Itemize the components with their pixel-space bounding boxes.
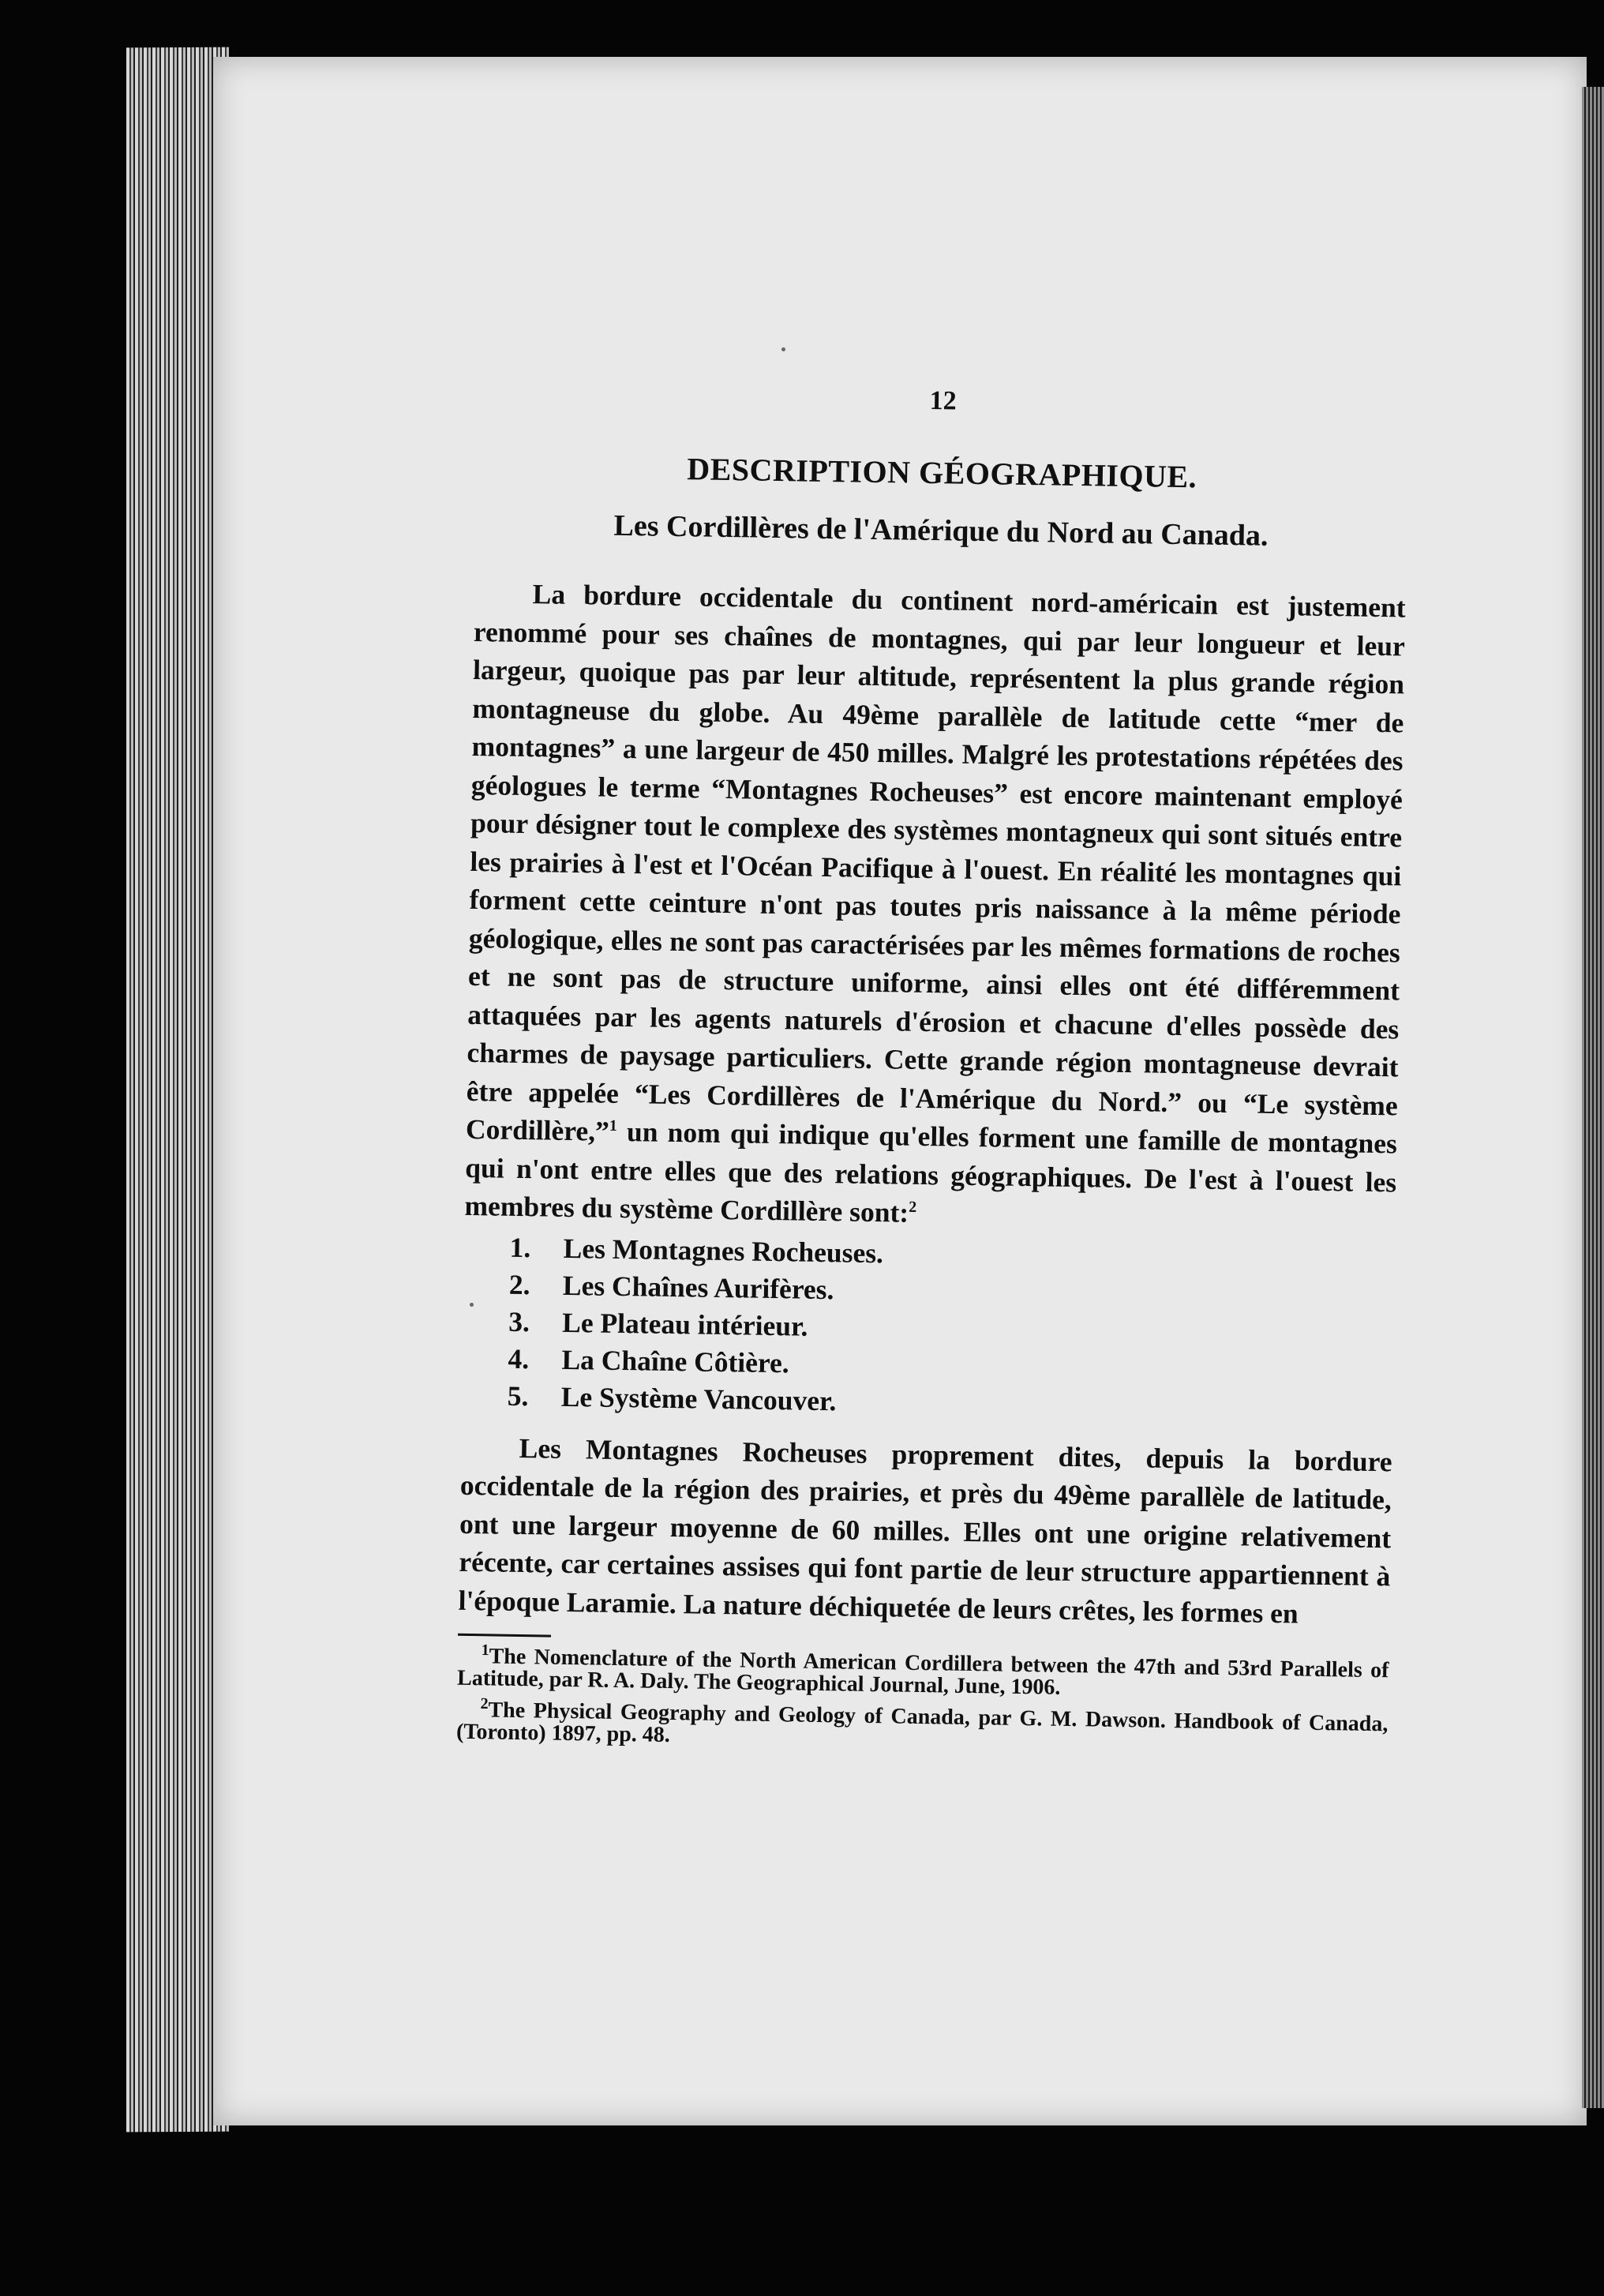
page-number: 12 — [929, 386, 957, 416]
footnote-text: The Nomenclature of the North American Cordillera between the 47th and 53rd Parallels of Latitude, par R. A. Daly. The Geographical Journal, June, 1906. — [456, 1644, 1389, 1700]
footnote-mark: 1 — [481, 1641, 489, 1660]
footnote-divider — [458, 1634, 551, 1638]
list-item-number: 3. — [508, 1305, 530, 1337]
list-item-number: 4. — [508, 1342, 530, 1375]
footnote-ref-2: 2 — [909, 1198, 917, 1217]
list-item-text: Les Montagnes Rocheuses. — [563, 1232, 884, 1269]
list-item-text: Le Plateau intérieur. — [561, 1306, 808, 1342]
book-right-edge — [1582, 87, 1604, 2108]
page-title: DESCRIPTION GÉOGRAPHIQUE. — [686, 451, 1197, 495]
page-text — [456, 379, 1409, 1767]
paragraph-1-continued: un nom qui indique qu'elles forment une famille de montagnes qui n'ont entre elles que des relations géographiques. De l'est à l'ouest les membres du système Cordillère sont: — [464, 1115, 1398, 1229]
list-item-number: 2. — [508, 1268, 530, 1300]
section-subtitle: Les Cordillères de l'Amérique du Nord au Canada. — [613, 508, 1269, 553]
list-item-number: 1. — [509, 1231, 531, 1263]
paragraph-1 — [464, 574, 1406, 1240]
paragraph-1-text: La bordure occidentale du continent nord-américain est justement renommé pour ses chaînes de montagnes, qui par leur longueur et leur largeur, quoique pas par leur altitude, représentent la plus grande région montagneuse du globe. Au 49ème parallèle de latitude cette “mer de montagnes” a une largeur de 450 milles. Malgré les protestations répétées des géologues le terme “Montagnes Rocheuses” est encore maintenant employé pour désigner tout le complexe des systèmes montagneux qui sont situés entre les prairies à l'est et l'Océan Pacifique à l'ouest. En réalité les montagnes qui forment cette ceinture n'ont pas toutes pris naissance à la même période géologique, elles ne sont pas caractérisées par les mêmes formations de roches et ne sont pas de structure uniforme, ainsi elles ont été différemment attaquées par les agents naturels d'érosion et chacune d'elles possède des charmes de paysage particuliers. Cette grande région montagneuse devrait être appelée “Les Cordillères de l'Amérique du Nord.” ou “Le système Cordillère,” — [465, 578, 1406, 1147]
footnote-mark: 2 — [480, 1694, 489, 1713]
footnote-ref-1: 1 — [609, 1116, 618, 1135]
cordillera-members-list — [507, 1229, 1396, 1428]
list-item-text: Les Chaînes Aurifères. — [562, 1269, 834, 1305]
list-item-text: Le Système Vancouver. — [560, 1380, 837, 1416]
footnote-text: The Physical Geography and Geology of Canada, par G. M. Dawson. Handbook of Canada, (Toronto) 1897, pp. 48. — [455, 1698, 1389, 1748]
footnote-2 — [455, 1694, 1389, 1758]
list-item-text: La Chaîne Côtière. — [561, 1343, 790, 1379]
dust-speck — [781, 347, 785, 351]
footnote-1 — [456, 1641, 1389, 1705]
list-item-number: 5. — [507, 1379, 529, 1412]
paragraph-2: Les Montagnes Rocheuses proprement dites, depuis la bordure occidentale de la région des prairies, et près du 49ème parallèle de latitude, ont une largeur moyenne de 60 milles. Elles ont une origine relativement récente, car certaines assises qui font partie de leur structure appartiennent à l'époque Laramie. La nature déchiquetée de leurs crêtes, les formes en — [458, 1431, 1392, 1630]
